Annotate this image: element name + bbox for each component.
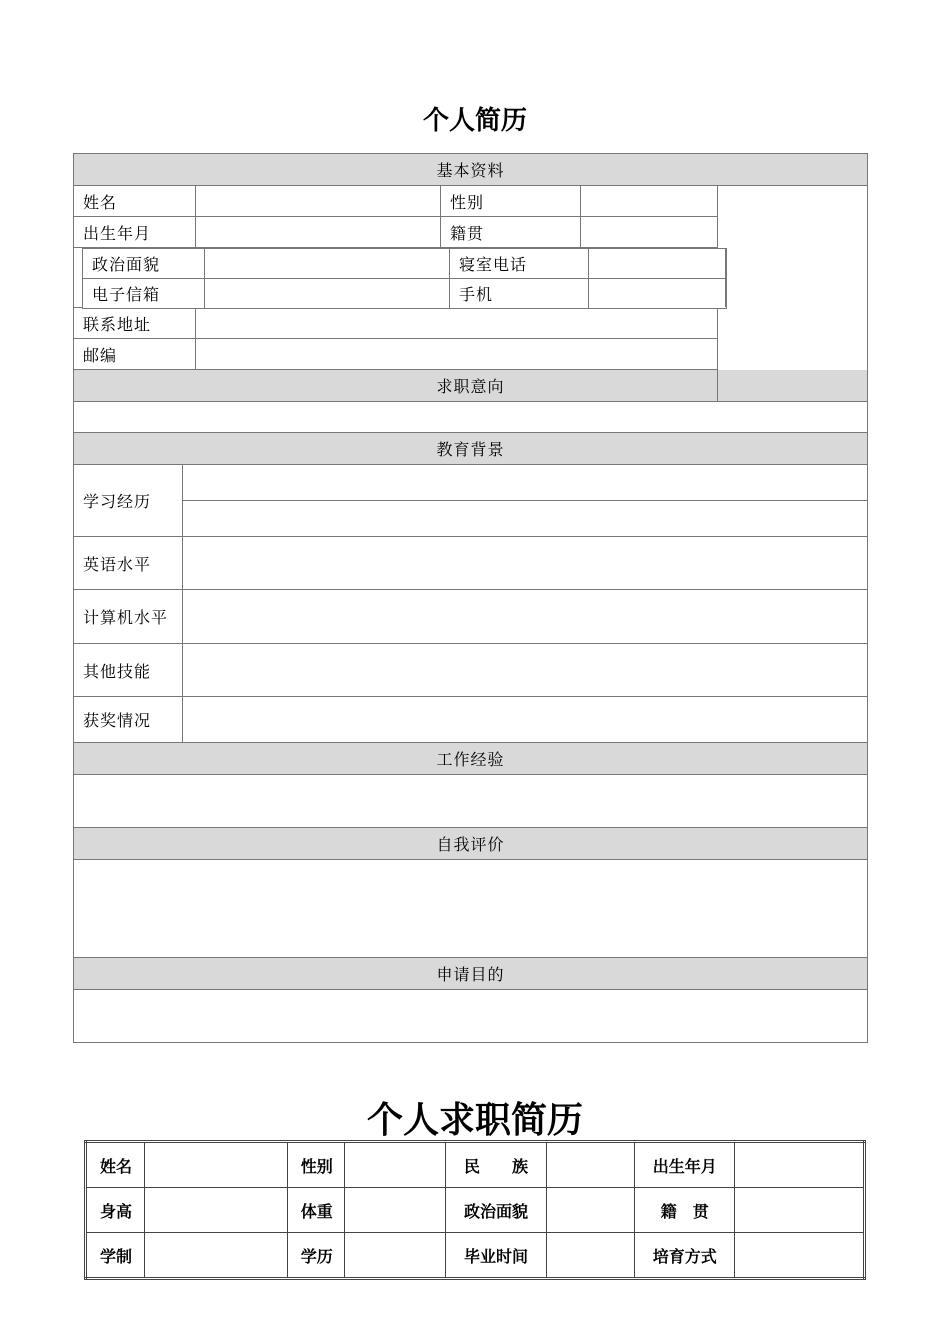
dorm-phone-field[interactable] xyxy=(589,249,727,279)
name-field[interactable] xyxy=(196,186,441,217)
job-field-training-mode[interactable] xyxy=(735,1233,865,1279)
work-experience-header: 工作经验 xyxy=(74,743,868,775)
job-label-name: 姓名 xyxy=(86,1142,145,1188)
application-purpose-header: 申请目的 xyxy=(74,958,868,990)
self-evaluation-header: 自我评价 xyxy=(74,828,868,860)
email-label: 电子信箱 xyxy=(83,279,205,309)
job-field-schooling-length[interactable] xyxy=(145,1233,288,1279)
name-label: 姓名 xyxy=(74,186,196,217)
gender-label: 性别 xyxy=(441,186,581,217)
political-status-label: 政治面貌 xyxy=(83,249,205,279)
study-history-label: 学习经历 xyxy=(74,465,183,537)
education-header: 教育背景 xyxy=(74,433,868,465)
job-field-ethnicity[interactable] xyxy=(546,1142,634,1188)
job-field-graduation[interactable] xyxy=(546,1233,634,1279)
job-field-weight[interactable] xyxy=(344,1188,445,1233)
mobile-field[interactable] xyxy=(589,279,727,309)
job-label-native-place: 籍 贯 xyxy=(635,1188,735,1233)
work-experience-field[interactable] xyxy=(74,775,868,828)
job-label-birth: 出生年月 xyxy=(635,1142,735,1188)
job-label-ethnicity: 民 族 xyxy=(446,1142,546,1188)
other-skills-label: 其他技能 xyxy=(74,644,183,697)
birth-label: 出生年月 xyxy=(74,217,196,248)
contact-subtable xyxy=(82,248,727,309)
job-field-height[interactable] xyxy=(145,1188,288,1233)
address-label: 联系地址 xyxy=(74,308,196,339)
study-history-field-2[interactable] xyxy=(183,501,868,537)
address-field[interactable] xyxy=(196,308,718,339)
other-skills-field[interactable] xyxy=(183,644,868,697)
english-level-field[interactable] xyxy=(183,537,868,590)
job-field-name[interactable] xyxy=(145,1142,288,1188)
job-label-height: 身高 xyxy=(86,1188,145,1233)
resume-title: 个人简历 xyxy=(422,106,527,136)
job-label-weight: 体重 xyxy=(287,1188,344,1233)
mobile-label: 手机 xyxy=(450,279,589,309)
political-status-field[interactable] xyxy=(205,249,450,279)
dorm-phone-label: 寝室电话 xyxy=(450,249,589,279)
job-label-political: 政治面貌 xyxy=(446,1188,546,1233)
computer-level-field[interactable] xyxy=(183,590,868,644)
job-label-graduation: 毕业时间 xyxy=(446,1233,546,1279)
gender-field[interactable] xyxy=(581,186,718,217)
english-level-label: 英语水平 xyxy=(74,537,183,590)
job-field-gender[interactable] xyxy=(344,1142,445,1188)
application-purpose-field[interactable] xyxy=(74,990,868,1043)
job-field-education[interactable] xyxy=(344,1233,445,1279)
birth-field[interactable] xyxy=(196,217,441,248)
objective-field[interactable] xyxy=(74,402,868,433)
basic-info-header: 基本资料 xyxy=(74,154,868,186)
objective-header: 求职意向 xyxy=(74,370,868,402)
job-field-birth[interactable] xyxy=(735,1142,865,1188)
postcode-label: 邮编 xyxy=(74,339,196,370)
job-label-education: 学历 xyxy=(287,1233,344,1279)
job-label-schooling-length: 学制 xyxy=(86,1233,145,1279)
computer-level-label: 计算机水平 xyxy=(74,590,183,644)
postcode-field[interactable] xyxy=(196,339,718,370)
job-field-political[interactable] xyxy=(546,1188,634,1233)
job-label-gender: 性别 xyxy=(287,1142,344,1188)
self-evaluation-field[interactable] xyxy=(74,860,868,958)
job-resume-title: 个人求职简历 xyxy=(366,1100,583,1141)
awards-label: 获奖情况 xyxy=(74,697,183,743)
native-place-field[interactable] xyxy=(581,217,718,248)
subtable-divider xyxy=(725,248,726,307)
awards-field[interactable] xyxy=(183,697,868,743)
job-label-training-mode: 培育方式 xyxy=(635,1233,735,1279)
native-place-label: 籍贯 xyxy=(441,217,581,248)
study-history-field-1[interactable] xyxy=(183,465,868,501)
job-resume-table xyxy=(84,1140,866,1280)
email-field[interactable] xyxy=(205,279,450,309)
job-field-native-place[interactable] xyxy=(735,1188,865,1233)
